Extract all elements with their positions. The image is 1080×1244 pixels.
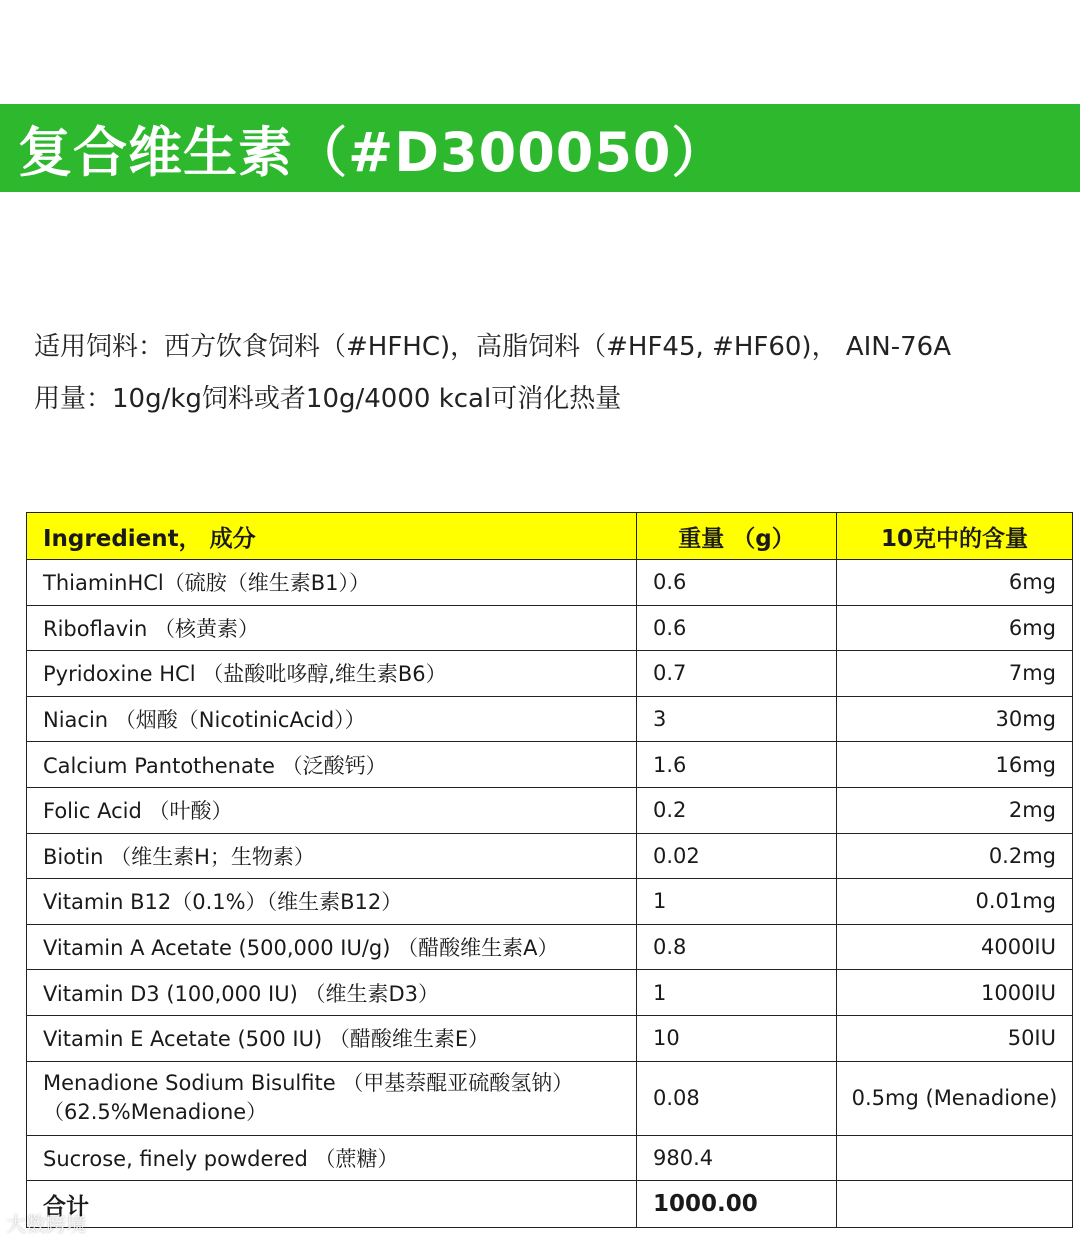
ingredient-name	[27, 1061, 637, 1135]
table-row	[27, 970, 1073, 1016]
ingredients-table	[26, 512, 1073, 1228]
table-row	[27, 1015, 1073, 1061]
ingredient-name: Sucrose, finely powdered （蔗糖）	[27, 1135, 637, 1181]
ingredient-amount: 7mg	[837, 651, 1073, 697]
ingredient-amount: 16mg	[837, 742, 1073, 788]
ingredient-weight: 1.6	[637, 742, 837, 788]
ingredient-weight: 980.4	[637, 1135, 837, 1181]
ingredient-name: Pyridoxine HCl （盐酸吡哆醇,维生素B6）	[27, 651, 637, 697]
ingredient-name: Riboflavin （核黄素）	[27, 605, 637, 651]
watermark: 大数跨境	[6, 1212, 86, 1236]
total-label: 合计	[27, 1181, 637, 1228]
ingredient-weight: 0.7	[637, 651, 837, 697]
ingredient-amount: 0.5mg (Menadione)	[837, 1061, 1073, 1135]
ingredient-name: ThiaminHCl（硫胺（维生素B1））	[27, 560, 637, 606]
applicable-feed-text: 适用饲料：西方饮食饲料（#HFHC)，高脂饲料（#HF45, #HF60)， AIN-76A	[34, 332, 951, 362]
ingredient-amount: 1000IU	[837, 970, 1073, 1016]
ingredient-name: Vitamin A Acetate (500,000 IU/g) （醋酸维生素A）	[27, 924, 637, 970]
header-row	[27, 513, 1073, 560]
ingredient-amount	[837, 1135, 1073, 1181]
ingredient-amount: 6mg	[837, 560, 1073, 606]
table-header	[27, 513, 1073, 560]
ingredient-amount: 4000IU	[837, 924, 1073, 970]
ingredient-name: Biotin （维生素H；生物素）	[27, 833, 637, 879]
ingredient-amount: 50IU	[837, 1015, 1073, 1061]
ingredient-name-line2: （62.5%Menadione）	[43, 1100, 268, 1125]
table-row	[27, 879, 1073, 925]
total-amount	[837, 1181, 1073, 1228]
dosage-text: 用量：10g/kg饲料或者10g/4000 kcal可消化热量	[34, 384, 622, 414]
ingredient-name: Niacin （烟酸（NicotinicAcid））	[27, 696, 637, 742]
table-row	[27, 924, 1073, 970]
ingredient-amount: 30mg	[837, 696, 1073, 742]
ingredient-name: Vitamin D3 (100,000 IU) （维生素D3）	[27, 970, 637, 1016]
ingredient-weight: 0.08	[637, 1061, 837, 1135]
ingredient-amount: 0.01mg	[837, 879, 1073, 925]
header-amount: 10克中的含量	[837, 513, 1073, 560]
ingredient-name: Calcium Pantothenate （泛酸钙）	[27, 742, 637, 788]
table-row	[27, 651, 1073, 697]
ingredient-weight: 0.6	[637, 605, 837, 651]
table-row	[27, 696, 1073, 742]
ingredient-amount: 0.2mg	[837, 833, 1073, 879]
ingredient-weight: 1	[637, 970, 837, 1016]
ingredient-name: Vitamin B12（0.1%）（维生素B12）	[27, 879, 637, 925]
table-body	[27, 560, 1073, 1228]
header-weight: 重量 （g）	[637, 513, 837, 560]
ingredient-name-line1: Menadione Sodium Bisulfite （甲基萘醌亚硫酸氢钠）	[43, 1071, 574, 1096]
ingredient-weight: 0.2	[637, 787, 837, 833]
ingredient-weight: 0.02	[637, 833, 837, 879]
table-row	[27, 1135, 1073, 1181]
total-weight: 1000.00	[637, 1181, 837, 1228]
ingredient-weight: 0.6	[637, 560, 837, 606]
table-row	[27, 605, 1073, 651]
header-ingredient: Ingredient， 成分	[27, 513, 637, 560]
table-row	[27, 787, 1073, 833]
table-row	[27, 742, 1073, 788]
table-row	[27, 560, 1073, 606]
ingredient-name: Folic Acid （叶酸）	[27, 787, 637, 833]
table-row	[27, 1061, 1073, 1135]
table-row	[27, 833, 1073, 879]
ingredient-weight: 10	[637, 1015, 837, 1061]
ingredient-weight: 3	[637, 696, 837, 742]
ingredient-amount: 2mg	[837, 787, 1073, 833]
title-banner	[0, 104, 1080, 192]
page-title: 复合维生素（#D300050）	[18, 120, 727, 184]
ingredient-name: Vitamin E Acetate (500 IU) （醋酸维生素E）	[27, 1015, 637, 1061]
total-row	[27, 1181, 1073, 1228]
ingredient-weight: 1	[637, 879, 837, 925]
ingredient-weight: 0.8	[637, 924, 837, 970]
ingredient-amount: 6mg	[837, 605, 1073, 651]
